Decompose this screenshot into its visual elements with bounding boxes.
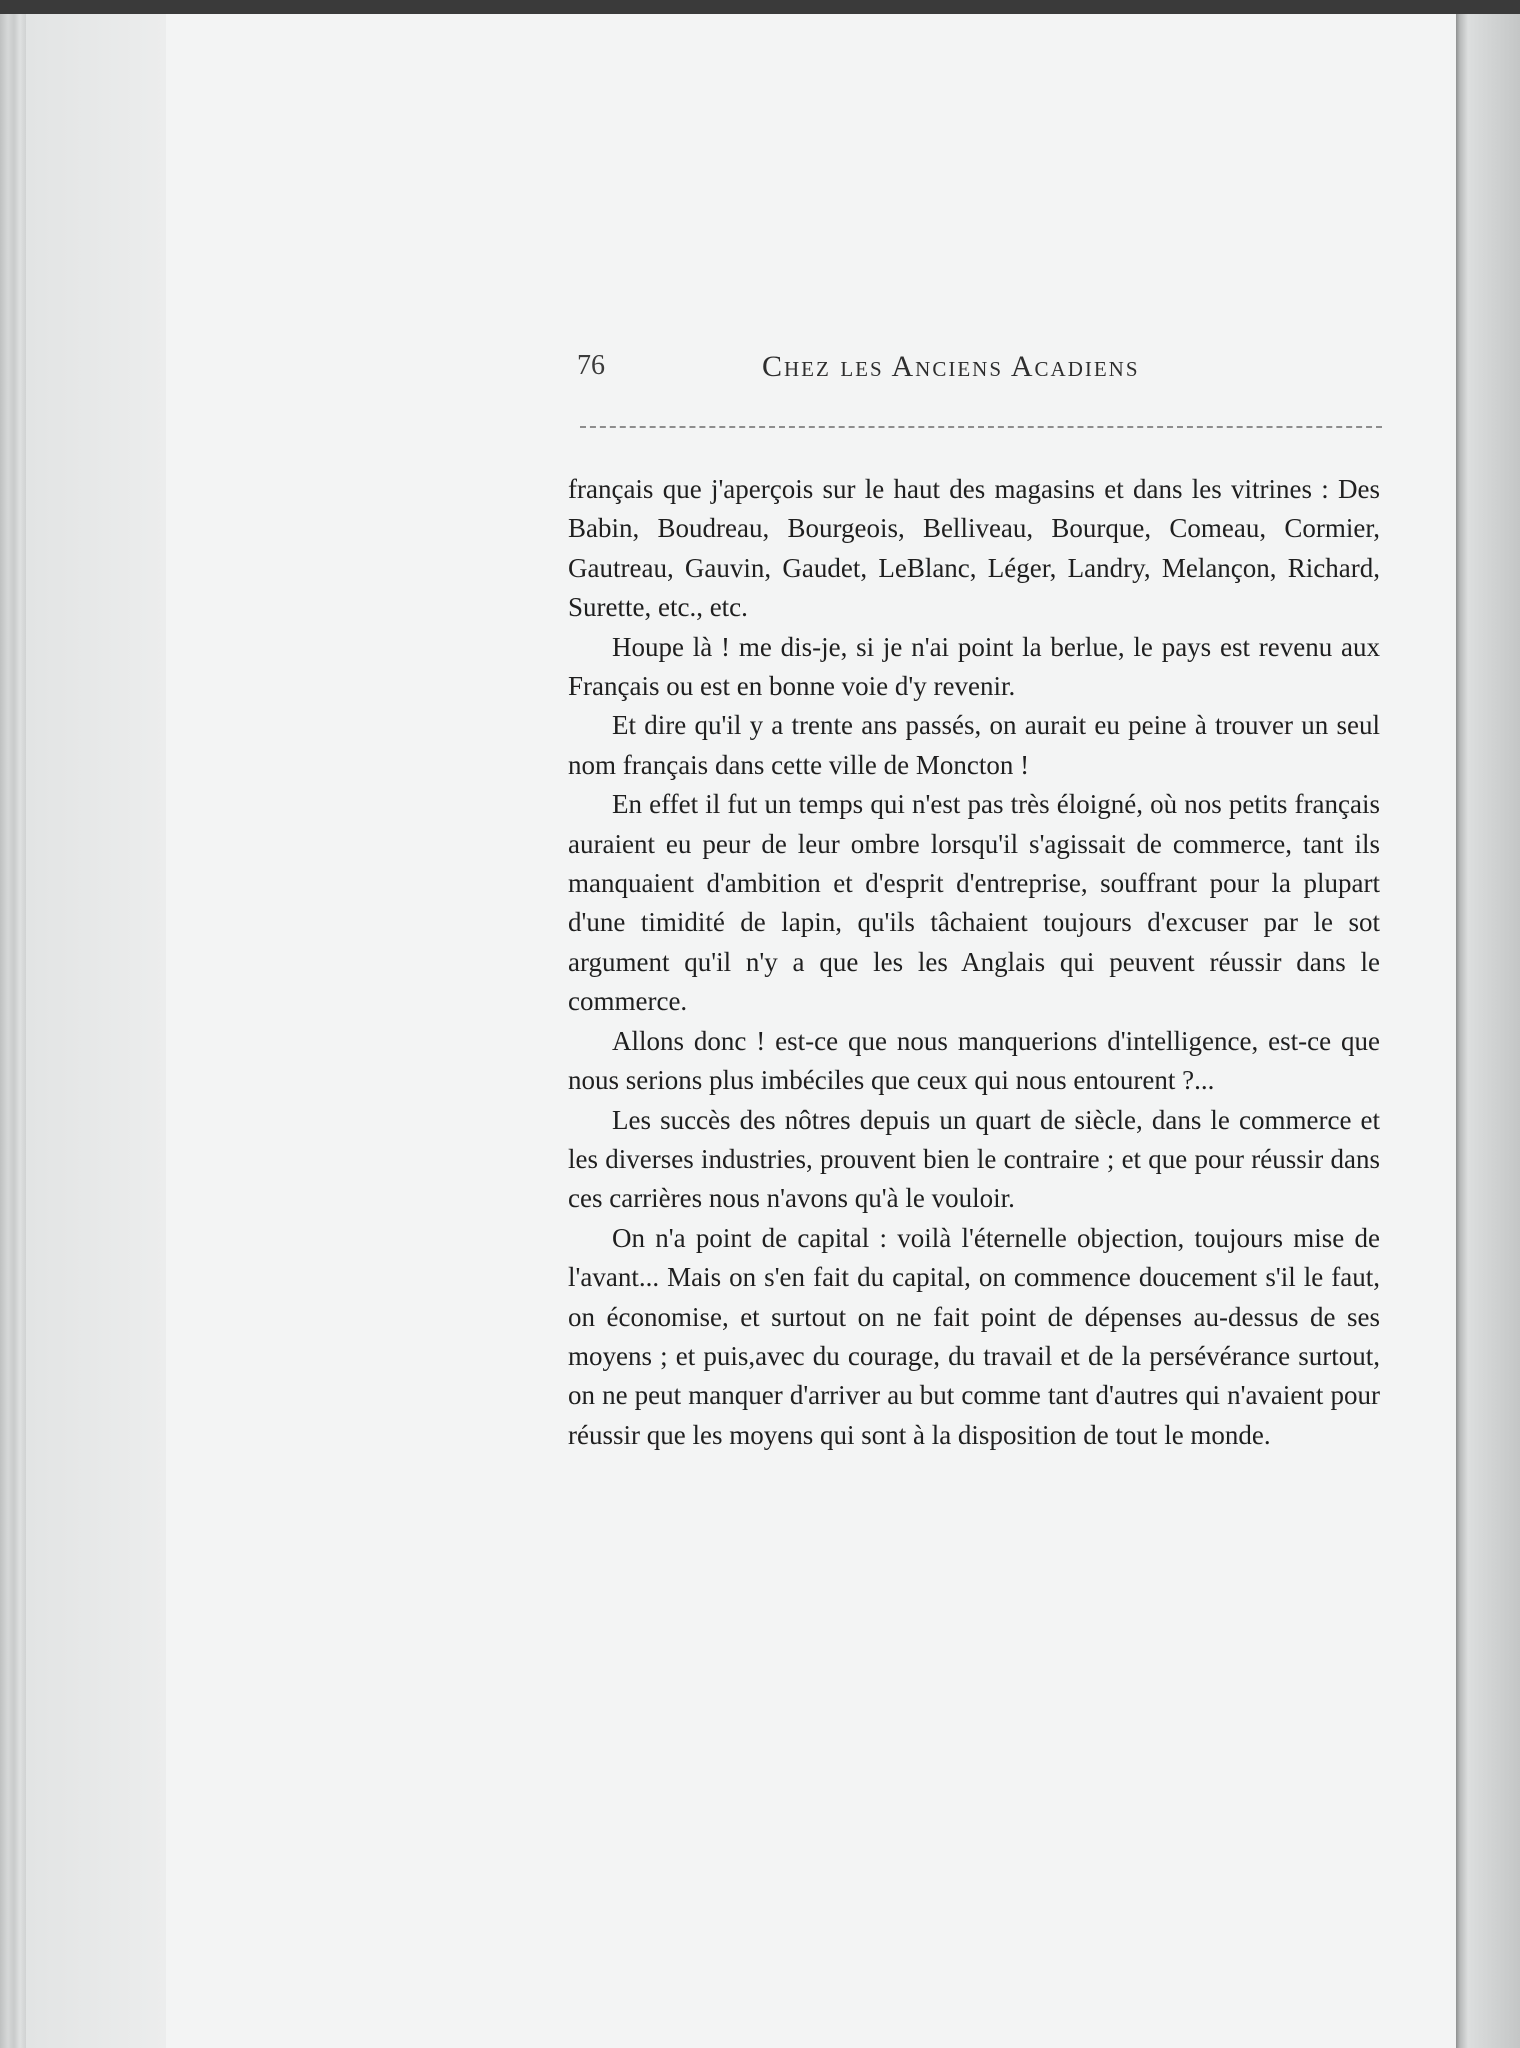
paragraph: français que j'aperçois sur le haut des magasins et dans les vitrines : Des Babin, Boudreau, Bourgeois, Belliveau, Bourque, Comeau, Cormier, Gautreau, Gauvin, Gaudet, LeBlanc, Léger, Landry, Melançon, Richard, Surette, etc., etc. (568, 474, 1380, 623)
left-margin-shadow (26, 14, 166, 2048)
paragraph: Les succès des nôtres depuis un quart de siècle, dans le commerce et les diverses industries, prouvent bien le contraire ; et que pour réussir dans ces carrières nous n'avons qu'à le vouloir. (568, 1104, 1380, 1214)
scan-top-border (0, 0, 1520, 14)
paragraph: Et dire qu'il y a trente ans passés, on aurait eu peine à trouver un seul nom français dans cette ville de Moncton ! (568, 710, 1380, 780)
page-stack-edge (0, 14, 26, 2048)
body-text (568, 470, 1380, 1455)
paragraph: On n'a point de capital : voilà l'éternelle objection, toujours mise de l'avant... Mais on s'en fait du capital, on commence doucement s'il le faut, on économise, et surtout on ne fait point de dépenses au-dessus de ses moyens ; et puis,avec du courage, du travail et de la persévérance surtout, on ne peut manquer d'arriver au but comme tant d'autres qui n'avaient pour réussir que les moyens qui sont à la disposition de tout le monde. (568, 1222, 1380, 1450)
paragraph: Allons donc ! est-ce que nous manquerions d'intelligence, est-ce que nous serions plus imbéciles que ceux qui nous entourent ?... (568, 1025, 1380, 1096)
paragraph: En effet il fut un temps qui n'est pas très éloigné, où nos petits français auraient eu peur de leur ombre lorsqu'il s'agissait de commerce, tant ils manquaient d'ambition et d'esprit d'entreprise, souffrant pour la plupart d'une timidité de lapin, qu'ils tâchaient toujours d'excuser par le sot argument qu'il n'y a que les les Anglais qui peuvent réussir dans le commerce. (568, 789, 1380, 1017)
running-title: Chez les Anciens Acadiens (762, 350, 1140, 383)
header-rule (580, 426, 1382, 428)
page-number: 76 (577, 350, 605, 381)
paragraph: Houpe là ! me dis-je, si je n'ai point la berlue, le pays est revenu aux Français ou est en bonne voie d'y revenir. (568, 631, 1380, 702)
page-right-edge (1456, 14, 1520, 2048)
